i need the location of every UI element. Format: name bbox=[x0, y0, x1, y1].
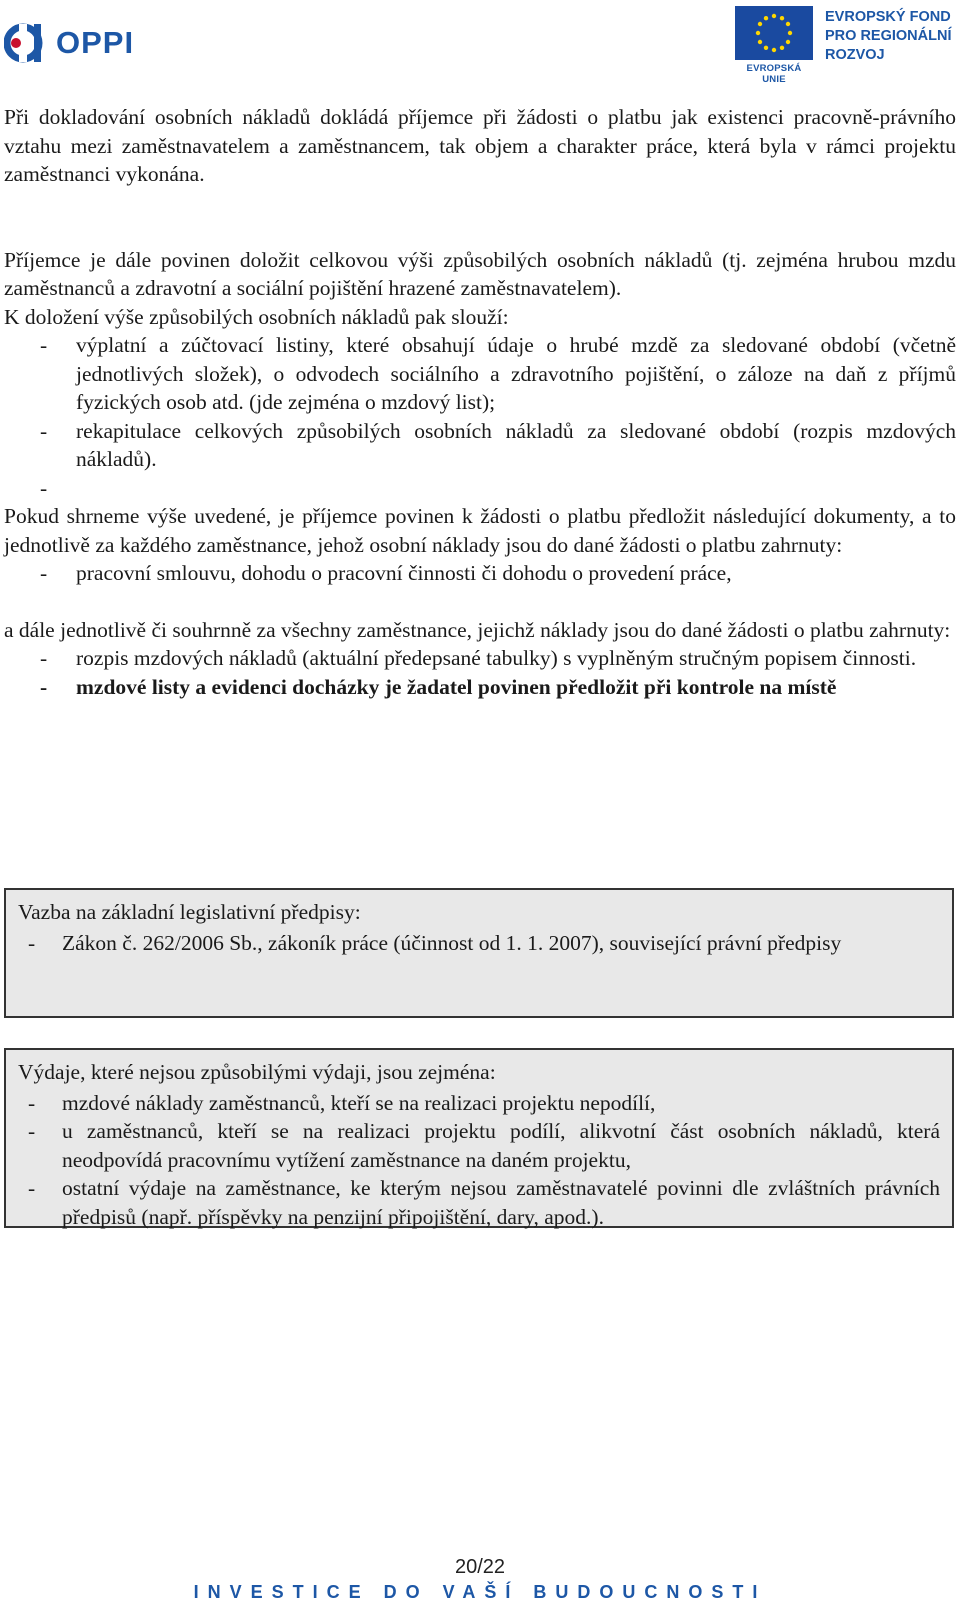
bullet-dash: - bbox=[40, 475, 48, 500]
oppi-logo-text: OPPI bbox=[56, 25, 135, 60]
bullet-dash: - bbox=[40, 674, 48, 699]
bullet-dash: - bbox=[28, 930, 36, 955]
eu-caption: EVROPSKÁ UNIE bbox=[746, 63, 802, 85]
list-item-bold bbox=[4, 673, 956, 702]
list-item-text: rekapitulace celkových způsobilých osobních nákladů za sledované období (rozpis mzdových nákladů). bbox=[76, 418, 956, 471]
paragraph-all-employees: a dále jednotlivě či souhrnně za všechny zaměstnance, jejichž náklady jsou do dané žádosti o platbu zahrnuty: bbox=[4, 617, 951, 642]
list-item-text: výplatní a zúčtovací listiny, které obsahují údaje o hrubé mzdě za sledované období (včetně jednotlivých složek), o odvodech sociálního a zdravotního pojištění, o záloze na daň z příjmů fyzických osob atd. (jde zejména o mzdový list); bbox=[76, 333, 956, 414]
list-item-text: Zákon č. 262/2006 Sb., zákoník práce (účinnost od 1. 1. 2007), související právní předpisy bbox=[62, 930, 842, 955]
document-body bbox=[4, 103, 956, 701]
list-item bbox=[4, 559, 956, 588]
bullet-dash: - bbox=[28, 1090, 36, 1115]
ineligible-expenses-box bbox=[4, 1048, 954, 1228]
bullet-dash: - bbox=[40, 333, 48, 357]
eu-fund-logo bbox=[735, 6, 951, 85]
bullet-dash: - bbox=[40, 418, 48, 443]
bullet-dash: - bbox=[40, 646, 48, 670]
list-item-text bbox=[76, 474, 956, 503]
list-item-text: ostatní výdaje na zaměstnance, ke kterým nejsou zaměstnavatelé povinni dle zvláštních právních předpisů (např. příspěvky na penzijní připojištění, dary, apod.). bbox=[62, 1176, 940, 1229]
oppi-logo bbox=[4, 18, 134, 68]
eu-fund-line: PRO REGIONÁLNÍ bbox=[825, 28, 952, 44]
list-item bbox=[18, 1089, 940, 1118]
list-item bbox=[4, 417, 956, 474]
paragraph-serves: K doložení výše způsobilých osobních nákladů pak slouží: bbox=[4, 304, 509, 329]
list-item-text: mzdové náklady zaměstnanců, kteří se na realizaci projektu nepodílí, bbox=[62, 1090, 656, 1115]
list-item-text: pracovní smlouvu, dohodu o pracovní činnosti či dohodu o provedení práce, bbox=[76, 561, 732, 585]
list-item-text: mzdové listy a evidenci docházky je žadatel povinen předložit při kontrole na místě bbox=[76, 674, 837, 699]
list-item bbox=[4, 644, 956, 673]
oppi-emblem-icon bbox=[4, 20, 48, 66]
paragraph-obligation: Příjemce je dále povinen doložit celkovou výši způsobilých osobních nákladů (tj. zejména hrubou mzdu zaměstnanců a zdravotní a sociální pojištění hrazené zaměstnavatelem). bbox=[4, 247, 956, 300]
bullet-dash: - bbox=[28, 1119, 36, 1143]
legislation-box bbox=[4, 888, 954, 1018]
paragraph-proof-of-costs: Při dokladování osobních nákladů dokládá příjemce při žádosti o platbu jak existenci pracovně-právního vztahu mezi zaměstnavatelem a zaměstnancem, tak objem a charakter práce, která byla v rámci projektu zaměstnanci vykonána. bbox=[4, 105, 956, 186]
eu-fund-line: EVROPSKÝ FOND bbox=[825, 9, 951, 25]
list-item-text: u zaměstnanců, kteří se na realizaci projektu podílí, alikvotní část osobních nákladů, která neodpovídá pracovnímu vytížení zaměstnance na daném projektu, bbox=[62, 1119, 940, 1172]
eu-fund-line: ROZVOJ bbox=[825, 47, 885, 63]
list-item bbox=[18, 1117, 940, 1174]
ineligible-heading: Výdaje, které nejsou způsobilými výdaji, jsou zejména: bbox=[18, 1060, 496, 1084]
footer-slogan: INVESTICE DO VAŠÍ BUDOUCNOSTI bbox=[193, 1582, 767, 1602]
list-item bbox=[18, 1174, 940, 1231]
page-number: 20/22 bbox=[454, 1556, 506, 1578]
paragraph-summary: Pokud shrneme výše uvedené, je příjemce povinen k žádosti o platbu předložit následující dokumenty, a to jednotlivě za každého zaměstnance, jehož osobní náklady jsou do dané žádosti o platbu zahrnuty: bbox=[4, 504, 956, 557]
eu-flag-icon bbox=[735, 6, 813, 60]
eu-fund-title bbox=[825, 8, 951, 65]
list-item-text: rozpis mzdových nákladů (aktuální předepsané tabulky) s vyplněným stručným popisem činnosti. bbox=[76, 646, 917, 670]
bullet-dash: - bbox=[28, 1176, 36, 1200]
legislation-heading: Vazba na základní legislativní předpisy: bbox=[18, 900, 361, 924]
list-item bbox=[4, 331, 956, 417]
bullet-dash: - bbox=[40, 561, 48, 585]
list-item bbox=[18, 929, 940, 958]
list-item-empty bbox=[4, 474, 956, 503]
